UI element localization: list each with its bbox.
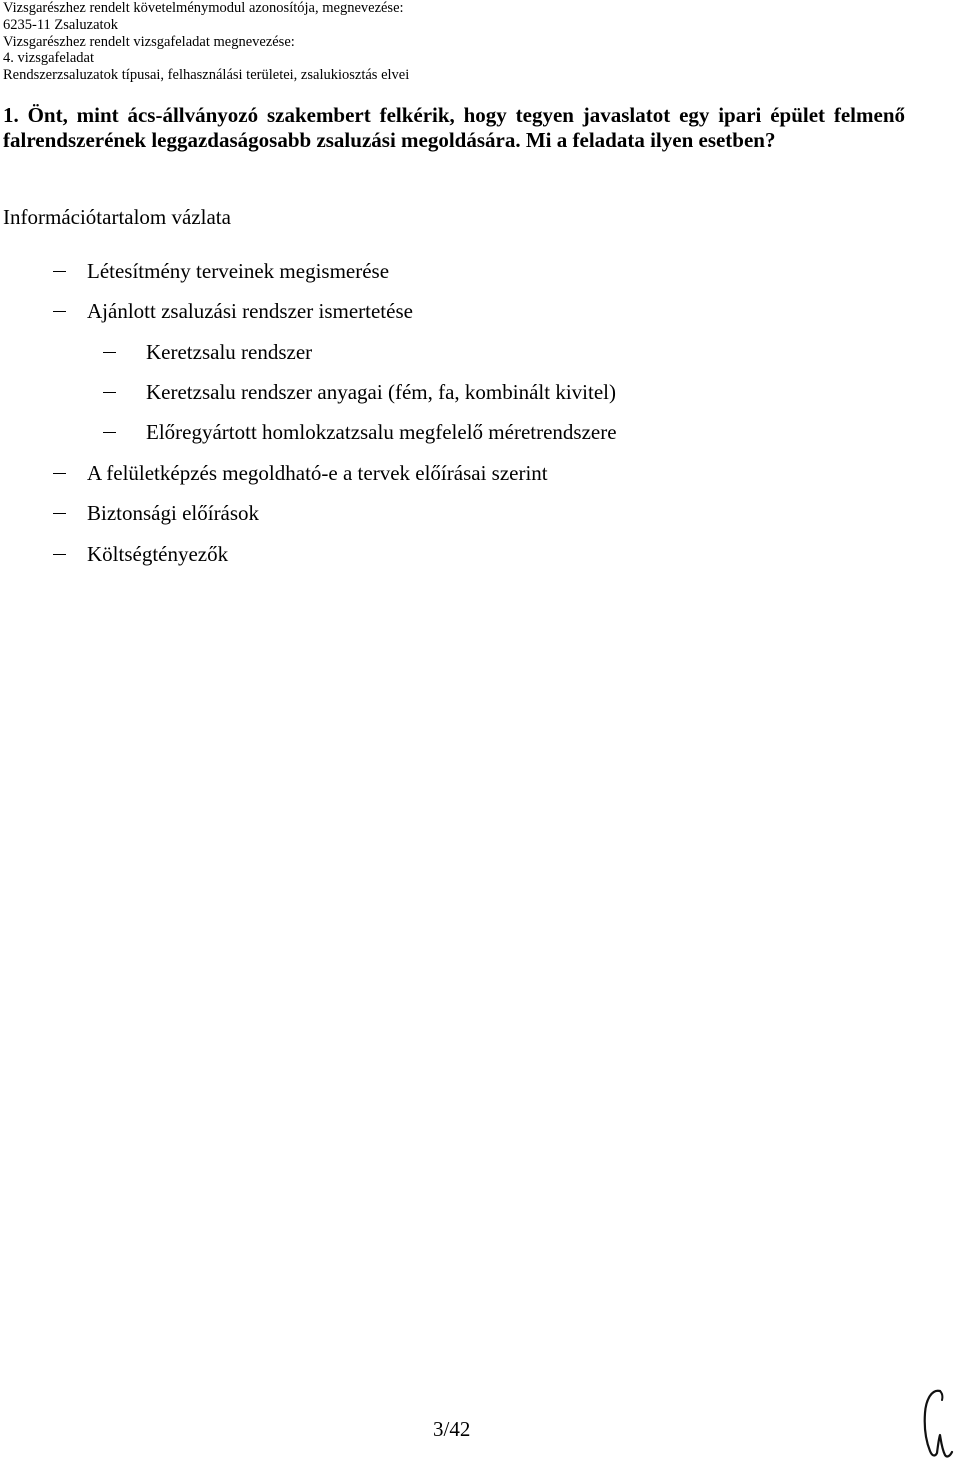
list-item-text: A felületképzés megoldható-e a tervek előírásai szerint [87,461,548,485]
list-item-text: Ajánlott zsaluzási rendszer ismertetése [87,299,413,323]
header-topic: Rendszerzsaluzatok típusai, felhasználási területei, zsalukiosztás elvei [3,67,410,84]
dash-bullet-icon [103,432,116,433]
header-module-name: 6235-11 Zsaluzatok [3,16,119,33]
dash-bullet-icon [53,513,66,514]
header-module-label: Vizsgarészhez rendelt követelménymodul azonosítója, megnevezése: [3,0,404,16]
list-item-text: Keretzsalu rendszer anyagai (fém, fa, kombinált kivitel) [146,380,616,404]
header-task-name: 4. vizsgafeladat [3,50,94,67]
page-number: 3/42 [433,1417,471,1441]
list-item-text: Létesítmény terveinek megismerése [87,259,390,283]
list-item-text: Előregyártott homlokzatzsalu megfelelő méretrendszere [146,420,617,444]
dash-bullet-icon [103,352,116,353]
dash-bullet-icon [53,554,66,555]
outline-title: Információtartalom vázlata [3,205,231,229]
list-item-text: Keretzsalu rendszer [146,340,313,364]
signature-mark [918,1383,956,1463]
header-task-label: Vizsgarészhez rendelt vizsgafeladat megnevezése: [3,33,295,50]
dash-bullet-icon [53,473,66,474]
question-text: 1. Önt, mint ács-állványozó szakembert felkérik, hogy tegyen javaslatot egy ipari épület felmenő falrendszerének leggazdaságosabb zsaluzási megoldására. Mi a feladata ilyen esetben? [3,103,905,152]
list-item-text: Biztonsági előírások [87,501,260,525]
list-item-text: Költségtényezők [87,542,229,566]
dash-bullet-icon [53,271,66,272]
document-header [3,0,953,84]
dash-bullet-icon [53,311,66,312]
dash-bullet-icon [103,392,116,393]
